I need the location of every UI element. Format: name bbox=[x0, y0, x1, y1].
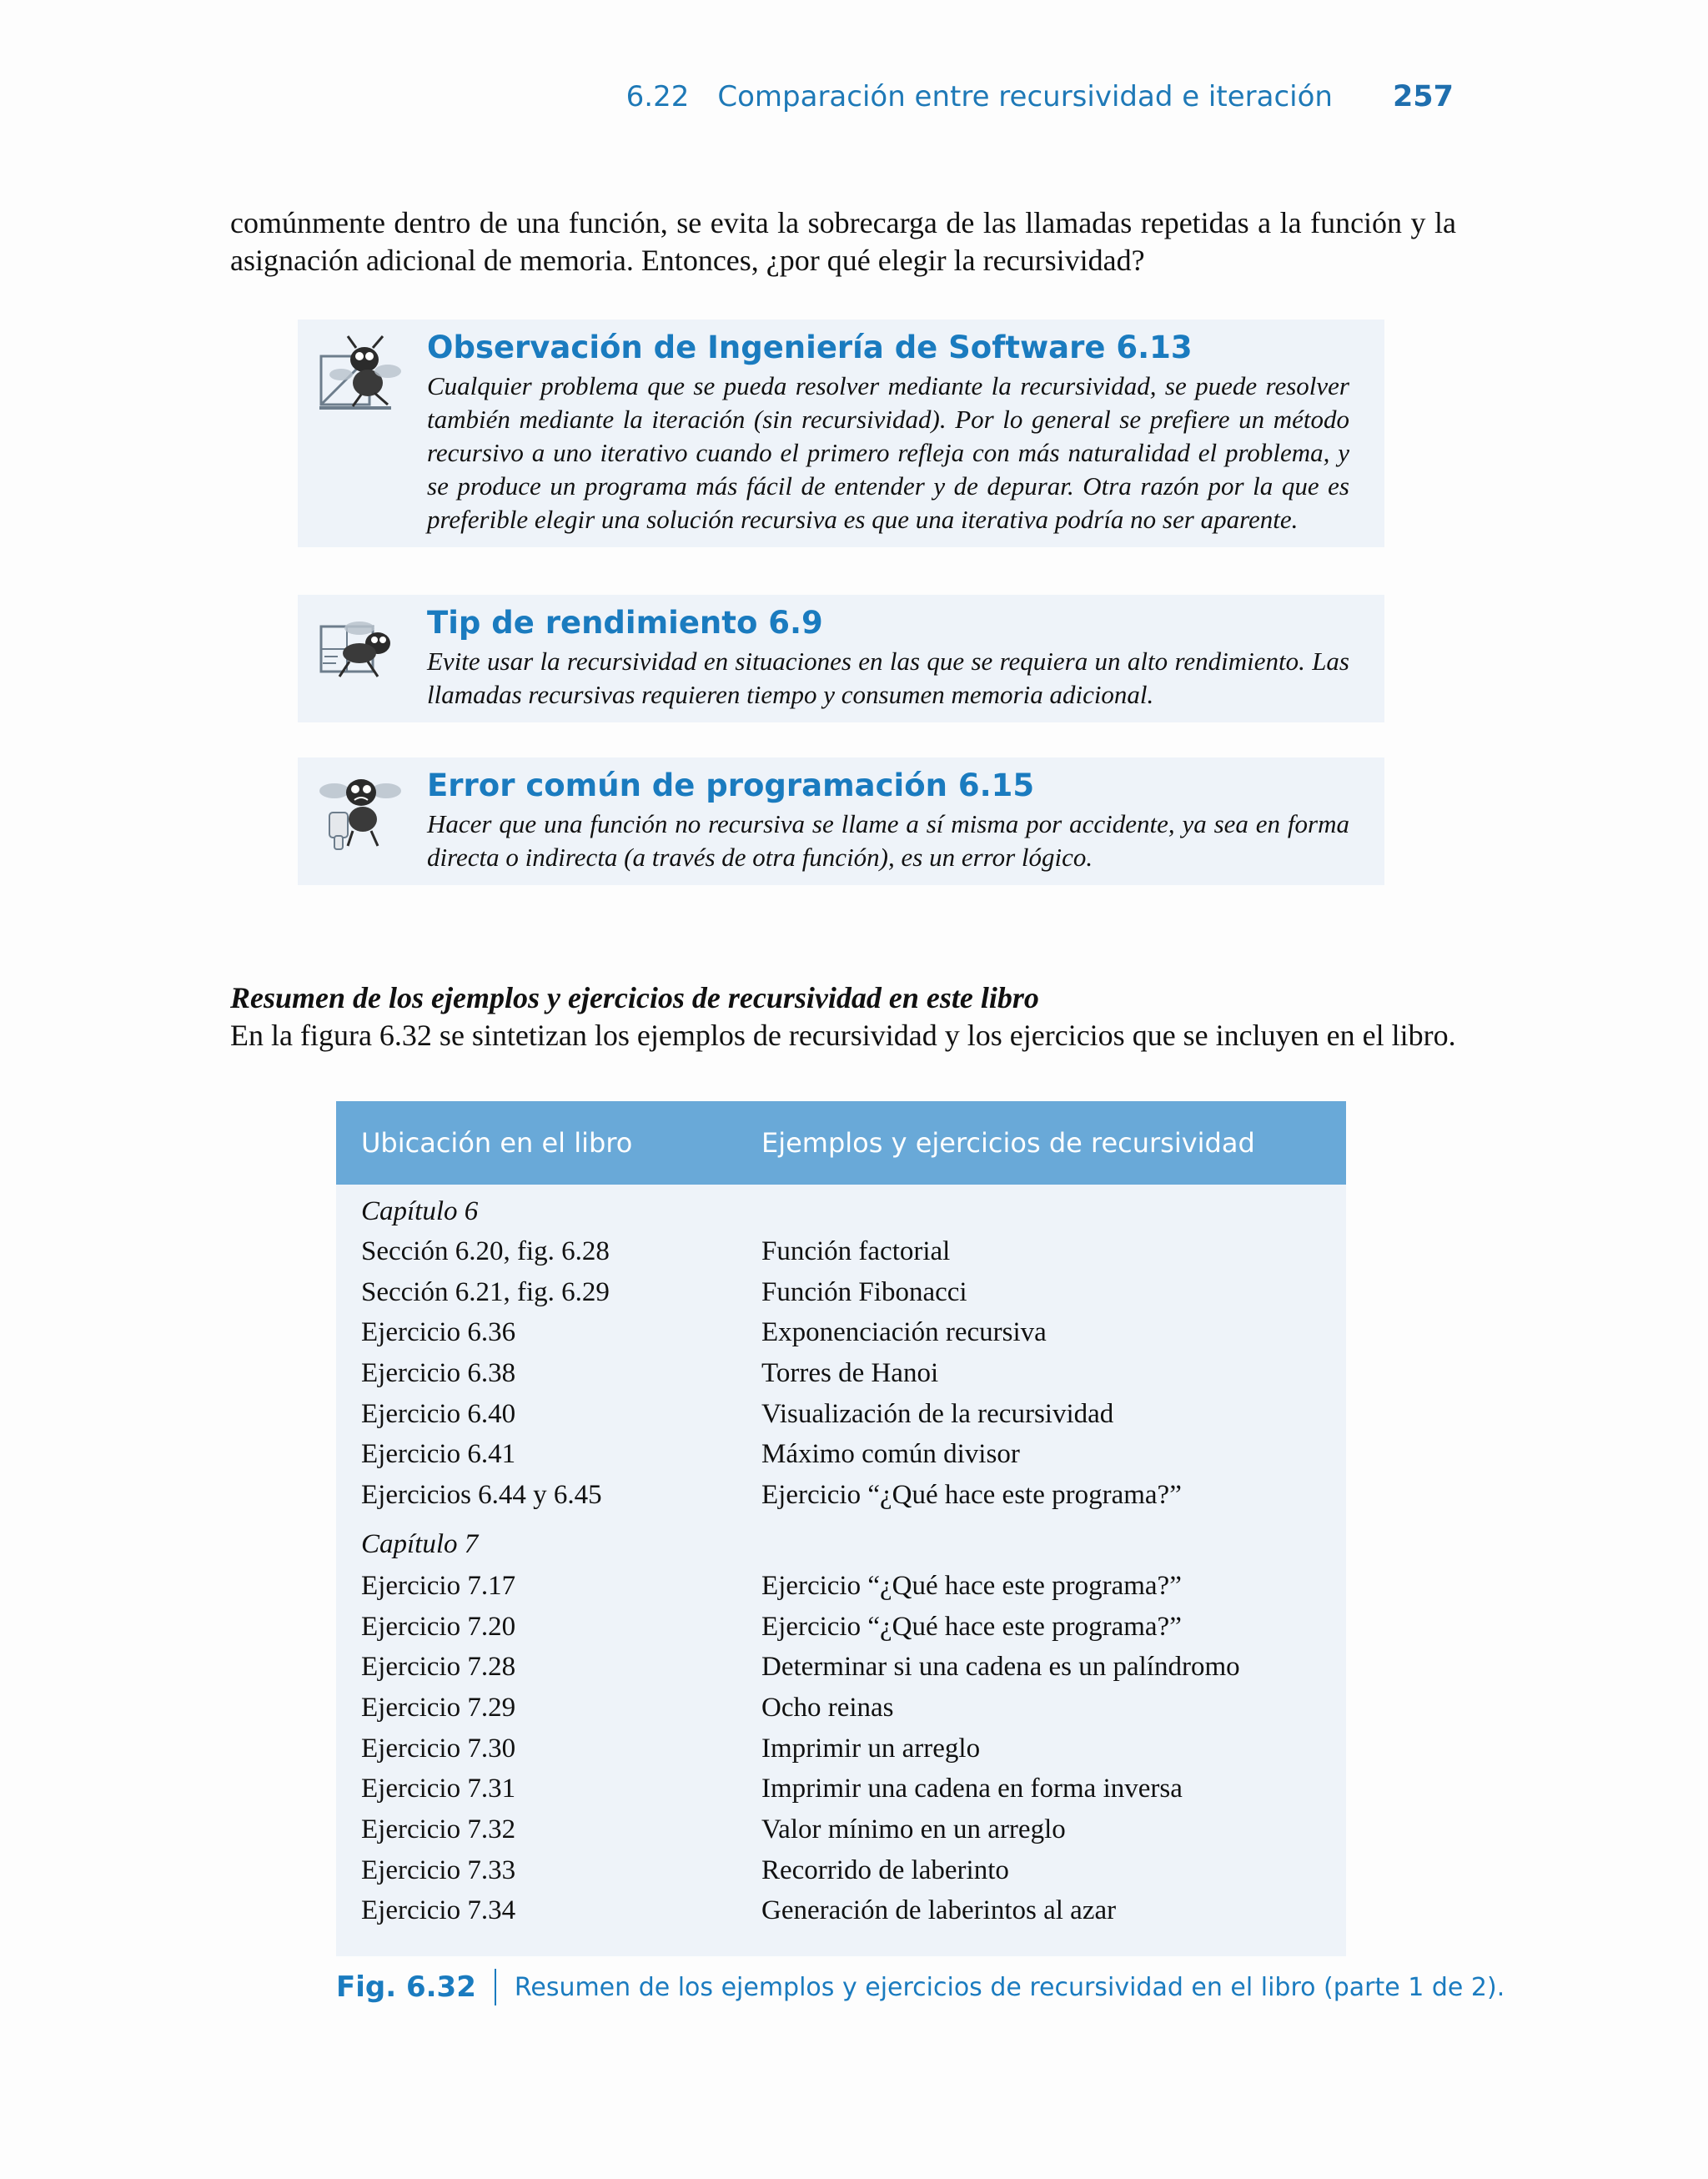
table-row bbox=[336, 1607, 1346, 1648]
callout-text: Evite usar la recursividad en situaciones en las que se requiera un alto rendimiento. Las llamadas recursivas requieren tiempo y consumen memoria adicional. bbox=[427, 647, 1349, 709]
example-cell: Máximo común divisor bbox=[761, 1439, 1020, 1470]
callout-software-engineering bbox=[298, 320, 1384, 547]
location-cell: Ejercicio 7.32 bbox=[361, 1814, 516, 1844]
example-cell: Torres de Hanoi bbox=[761, 1358, 939, 1389]
location-cell: Ejercicio 7.17 bbox=[361, 1570, 516, 1601]
callout-title: Observación de Ingeniería de Software 6.13 bbox=[427, 330, 1193, 365]
table-row bbox=[336, 1434, 1346, 1475]
table-row bbox=[336, 1647, 1346, 1688]
figure-caption bbox=[336, 1969, 1505, 2005]
recursion-summary-table bbox=[336, 1101, 1346, 1956]
location-cell: Ejercicio 6.41 bbox=[361, 1439, 516, 1470]
table-row bbox=[336, 1769, 1346, 1809]
table-header bbox=[336, 1101, 1346, 1185]
body-paragraph: comúnmente dentro de una función, se evita la sobrecarga de las llamadas repetidas a la función y la asignación adicional de memoria. Entonces, ¿por qué elegir la recursividad? bbox=[230, 206, 1456, 277]
location-cell: Ejercicio 6.40 bbox=[361, 1398, 516, 1429]
column-header-examples: Ejemplos y ejercicios de recursividad bbox=[761, 1127, 1255, 1159]
callout-text: Cualquier problema que se pueda resolver mediante la recursividad, se puede resolver también mediante la iteración (sin recursividad). Por lo general se prefiere un método recursivo a uno iterativo cuando el primero refleja con más naturalidad el problema, y se produce un programa más fácil de entender y de depurar. Otra razón por la que es preferible elegir una solución recursiva es que una iterativa podría no ser aparente. bbox=[427, 371, 1349, 534]
example-cell: Ocho reinas bbox=[761, 1692, 894, 1723]
example-cell: Imprimir un arreglo bbox=[761, 1733, 981, 1764]
location-cell: Ejercicio 6.36 bbox=[361, 1317, 516, 1348]
section-number: 6.22 bbox=[625, 80, 690, 113]
figure-label: Fig. 6.32 bbox=[336, 1970, 476, 2004]
intro-line: En la figura 6.32 se sintetizan los ejemplos de recursividad y los ejercicios que se incluyen en el libro. bbox=[230, 1019, 1456, 1052]
caption-divider bbox=[495, 1969, 496, 2005]
chapter-label: Capítulo 6 bbox=[361, 1196, 479, 1226]
example-cell: Función Fibonacci bbox=[761, 1276, 967, 1307]
callout-title: Tip de rendimiento 6.9 bbox=[427, 605, 823, 641]
table-body bbox=[336, 1185, 1346, 1931]
example-cell: Visualización de la recursividad bbox=[761, 1398, 1114, 1429]
bug-engineer-icon bbox=[316, 331, 408, 415]
example-cell: Ejercicio “¿Qué hace este programa?” bbox=[761, 1480, 1182, 1511]
location-cell: Ejercicios 6.44 y 6.45 bbox=[361, 1480, 602, 1511]
example-cell: Función factorial bbox=[761, 1236, 951, 1266]
location-cell: Ejercicio 7.31 bbox=[361, 1774, 516, 1804]
bug-thumbs-down-icon bbox=[316, 769, 408, 853]
section-title: Comparación entre recursividad e iteración bbox=[717, 80, 1333, 113]
table-row bbox=[336, 1353, 1346, 1394]
example-cell: Valor mínimo en un arreglo bbox=[761, 1814, 1066, 1844]
table-row bbox=[336, 1394, 1346, 1435]
location-cell: Ejercicio 7.34 bbox=[361, 1895, 516, 1926]
location-cell: Ejercicio 6.38 bbox=[361, 1358, 516, 1389]
table-row bbox=[336, 1729, 1346, 1769]
location-cell: Ejercicio 7.30 bbox=[361, 1733, 516, 1764]
table-row bbox=[336, 1688, 1346, 1729]
example-cell: Exponenciación recursiva bbox=[761, 1317, 1047, 1348]
location-cell: Sección 6.20, fig. 6.28 bbox=[361, 1236, 610, 1266]
location-cell: Ejercicio 7.20 bbox=[361, 1611, 516, 1642]
table-row bbox=[336, 1272, 1346, 1313]
table-row bbox=[336, 1850, 1346, 1891]
table-row bbox=[336, 1809, 1346, 1850]
bug-racer-icon bbox=[316, 606, 408, 690]
callout-common-error bbox=[298, 757, 1384, 885]
location-cell: Ejercicio 7.33 bbox=[361, 1854, 516, 1885]
location-cell: Ejercicio 7.29 bbox=[361, 1692, 516, 1723]
example-cell: Ejercicio “¿Qué hace este programa?” bbox=[761, 1611, 1182, 1642]
figure-caption-text: Resumen de los ejemplos y ejercicios de recursividad en el libro (parte 1 de 2). bbox=[514, 1972, 1505, 2002]
callout-title: Error común de programación 6.15 bbox=[427, 767, 1035, 803]
column-header-location: Ubicación en el libro bbox=[361, 1127, 633, 1159]
chapter-label: Capítulo 7 bbox=[361, 1528, 479, 1559]
example-cell: Ejercicio “¿Qué hace este programa?” bbox=[761, 1570, 1182, 1601]
location-cell: Ejercicio 7.28 bbox=[361, 1652, 516, 1683]
table-row bbox=[336, 1566, 1346, 1607]
example-cell: Imprimir una cadena en forma inversa bbox=[761, 1774, 1183, 1804]
running-head bbox=[626, 80, 1454, 113]
table-row bbox=[336, 1475, 1346, 1516]
callout-text: Hacer que una función no recursiva se llame a sí misma por accidente, ya sea en forma directa o indirecta (a través de otra función), es un error lógico. bbox=[427, 809, 1349, 872]
example-cell: Generación de laberintos al azar bbox=[761, 1895, 1117, 1926]
callout-performance-tip bbox=[298, 595, 1384, 722]
table-row bbox=[336, 1231, 1346, 1272]
table-row bbox=[336, 1312, 1346, 1353]
section-heading: Resumen de los ejemplos y ejercicios de recursividad en este libro bbox=[230, 981, 1039, 1014]
page-number: 257 bbox=[1392, 80, 1454, 113]
example-cell: Determinar si una cadena es un palíndromo bbox=[761, 1652, 1240, 1683]
example-cell: Recorrido de laberinto bbox=[761, 1854, 1009, 1885]
location-cell: Sección 6.21, fig. 6.29 bbox=[361, 1276, 610, 1307]
running-head-section bbox=[626, 80, 1333, 113]
table-row bbox=[336, 1890, 1346, 1931]
